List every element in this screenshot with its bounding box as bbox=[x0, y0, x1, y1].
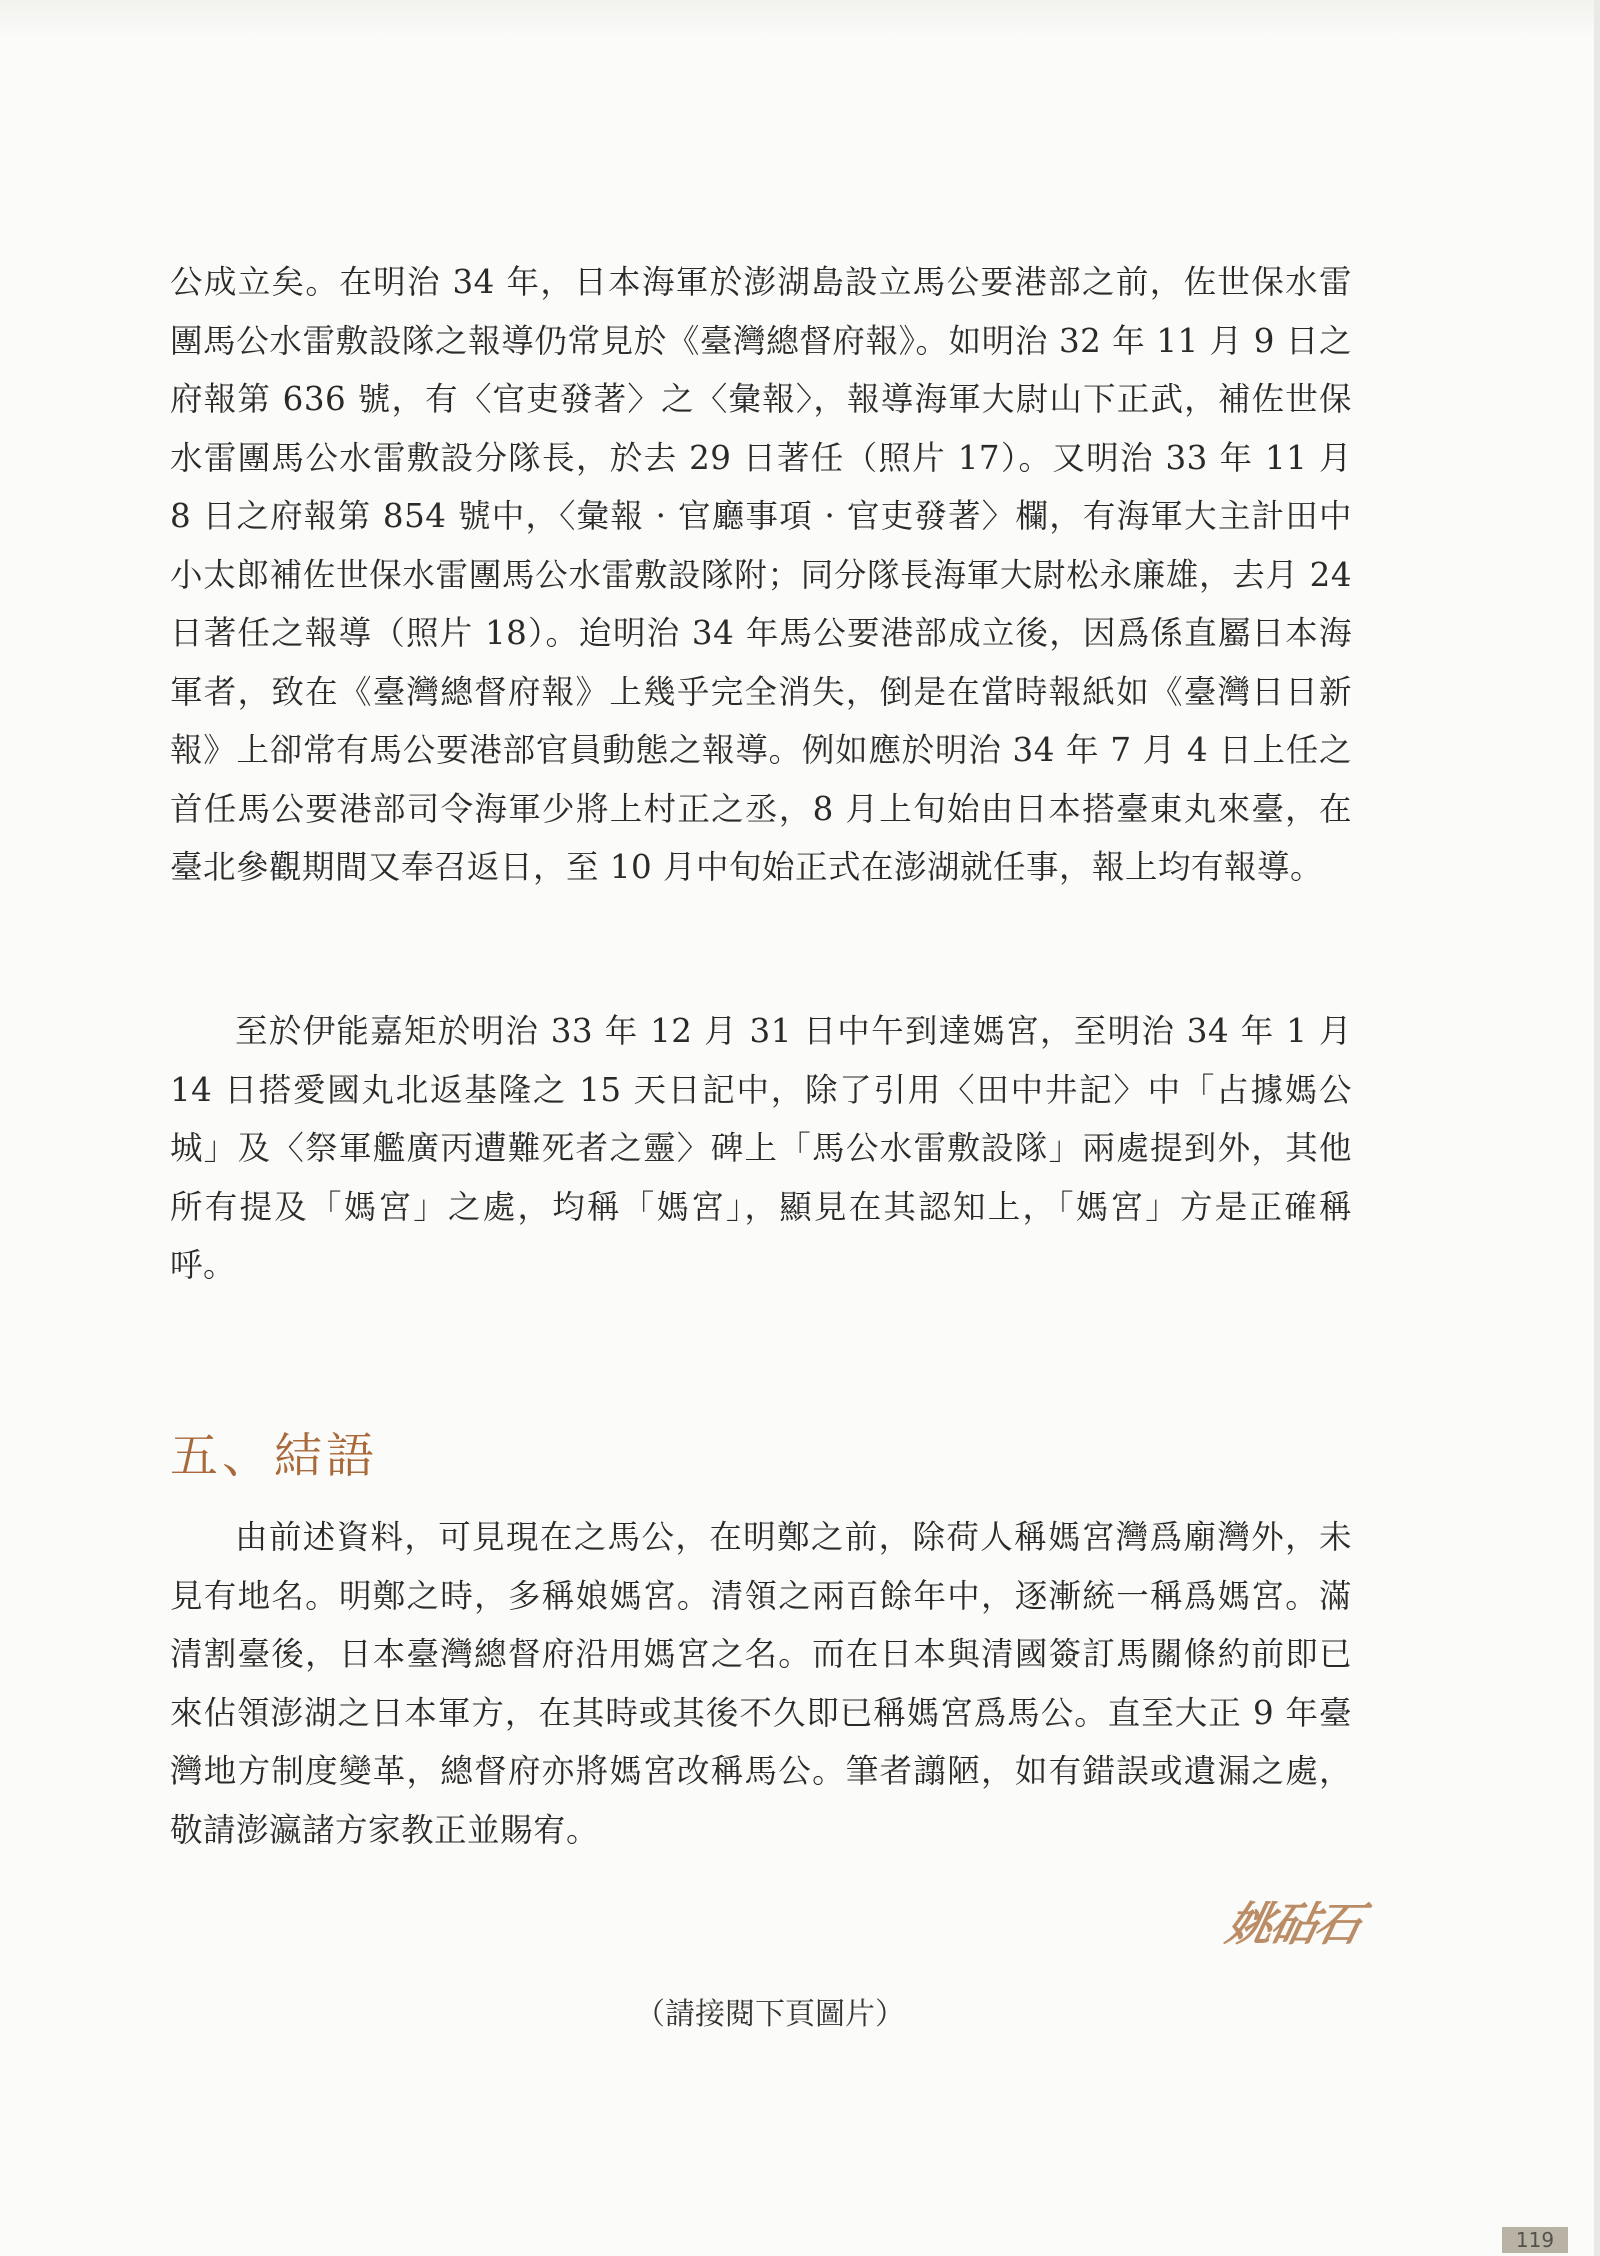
paragraph-text: 公成立矣。在明治 34 年，日本海軍於澎湖島設立馬公要港部之前，佐世保水雷團馬公水雷敷設隊之報導仍常見於《臺灣總督府報》。如明治 32 年 11 月 9 日之府報第 636 號，有〈官吏發著〉之〈彙報〉，報導海軍大尉山下正武，補佐世保水雷團馬公水雷敷設分隊長，於去 29 日著任（照片 17）。又明治 33 年 11 月 8 日之府報第 854 號中，〈彙報 · 官廳事項 · 官吏發著〉欄，有海軍大主計田中小太郎補佐世保水雷團馬公水雷敷設隊附；同分隊長海軍大尉松永廉雄，去月 24 日著任之報導（照片 18）。迨明治 34 年馬公要港部成立後，因爲係直屬日本海軍者，致在《臺灣總督府報》上幾乎完全消失，倒是在當時報紙如《臺灣日日新報》上卻常有馬公要港部官員動態之報導。例如應於明治 34 年 7 月 4 日上任之首任馬公要港部司令海軍少將上村正之丞，8 月上旬始由日本搭臺東丸來臺，在臺北參觀期間又奉召返日，至 10 月中旬始正式在澎湖就任事，報上均有報導。 bbox=[170, 263, 1352, 886]
author-signature: 姚砧石 bbox=[1221, 1897, 1366, 1951]
scan-right-edge bbox=[1594, 0, 1600, 2256]
section-heading-conclusion: 五、結語 bbox=[170, 1428, 379, 1484]
scan-top-band bbox=[0, 0, 1600, 40]
continue-note: （請接閱下頁圖片） bbox=[635, 1997, 905, 2032]
body-paragraph-continued bbox=[170, 253, 1352, 897]
body-paragraph-ino bbox=[170, 1002, 1352, 1295]
page-number: 119 bbox=[1502, 2227, 1568, 2253]
paragraph-text: 由前述資料，可見現在之馬公，在明鄭之前，除荷人稱媽宮灣爲廟灣外，未見有地名。明鄭之時，多稱娘媽宮。清領之兩百餘年中，逐漸統一稱爲媽宮。滿清割臺後，日本臺灣總督府沿用媽宮之名。而在日本與清國簽訂馬關條約前即已來佔領澎湖之日本軍方，在其時或其後不久即已稱媽宮爲馬公。直至大正 9 年臺灣地方制度變革，總督府亦將媽宮改稱馬公。筆者譾陋，如有錯誤或遺漏之處，敬請澎瀛諸方家教正並賜宥。 bbox=[170, 1518, 1352, 1849]
body-paragraph-conclusion bbox=[170, 1508, 1352, 1859]
paragraph-text: 至於伊能嘉矩於明治 33 年 12 月 31 日中午到達媽宮，至明治 34 年 1 月 14 日搭愛國丸北返基隆之 15 天日記中，除了引用〈田中井記〉中「占據媽公城」及〈祭軍艦廣丙遭難死者之靈〉碑上「馬公水雷敷設隊」兩處提到外，其他所有提及「媽宮」之處，均稱「媽宮」，顯見在其認知上，「媽宮」方是正確稱呼。 bbox=[170, 1012, 1352, 1284]
